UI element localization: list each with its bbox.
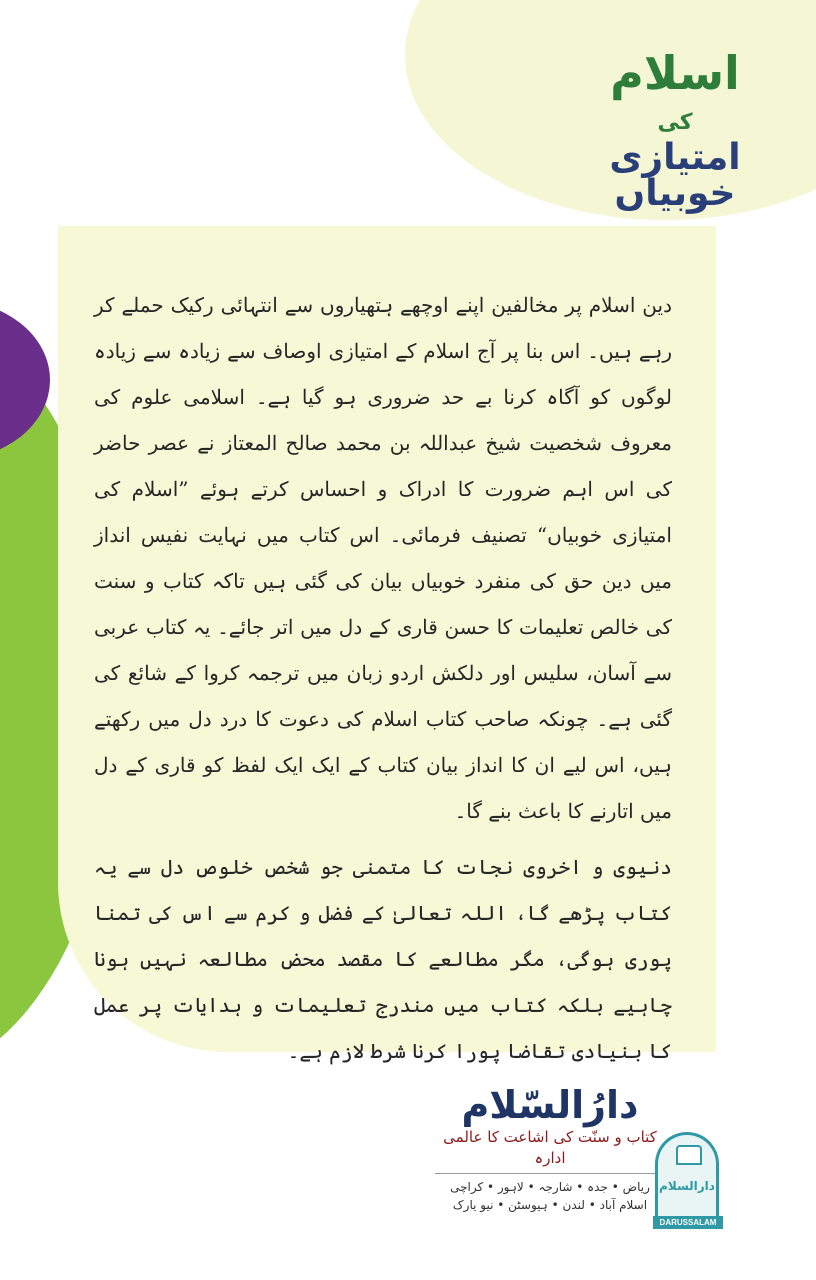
publisher-cities-line-1: ریاض • جدہ • شارجہ • لاہور • کراچی	[450, 1179, 650, 1194]
book-title-subtitle: امتیازی خوبیاں	[609, 137, 741, 214]
publisher-cities-line-2: اسلام آباد • لندن • ہیوسٹن • نیو یارک	[452, 1197, 648, 1212]
description-paragraph-1: دین اسلام پر مخالفین اپنے اوچھے ہتھیاروں سے انتہائی رکیک حملے کر رہے ہیں۔ اس بنا پر آج اسلام کے امتیازی اوصاف سے زیادہ سے زیادہ لوگوں کو آگاہ کرنا بے حد ضروری ہو گیا ہے۔ اسلامی علوم کی معروف شخصیت شیخ عبداللہ بن محمد صالح المعتاز نے عصر حاضر کی اس اہم ضرورت کا ادراک و احساس کرتے ہوئے ”اسلام کی امتیازی خوبیاں“ تصنیف فرمائی۔ اس کتاب میں نہایت نفیس انداز میں دین حق کی منفرد خوبیاں بیان کی گئی ہیں تاکہ کتاب و سنت کی خالص تعلیمات کا حسن قاری کے دل میں اتر جائے۔ یہ کتاب عربی سے آسان، سلیس اور دلکش اردو زبان میں ترجمہ کروا کے شائع کی گئی ہے۔ چونکہ صاحب کتاب اسلام کی دعوت کا درد دل میں رکھتے ہیں، اس لیے ان کا انداز بیان کتاب کے ایک ایک لفظ کو قاری کے دل میں اتارنے کا باعث بنے گا۔	[94, 293, 672, 823]
logo-urdu-text: دارالسلام	[659, 1179, 715, 1193]
book-title-connector: کی	[657, 110, 693, 135]
open-book-icon	[676, 1145, 702, 1165]
description-paragraph-2: دنیوی و اخروی نجات کا متمنی جو شخص خلوص دل سے یہ کتاب پڑھے گا، اللہ تعالیٰ کے فضل و کرم سے اس کی تمنا پوری ہوگی، مگر مطالعے کا مقصد محض مطالعہ نہیں ہونا چاہیے بلکہ کتاب میں مندرج تعلیمات و ہدایات پر عمل کا بنیادی تقاضا پورا کرنا شرط لازم ہے۔	[94, 855, 672, 1063]
publisher-tagline: کتاب و سنّت کی اشاعت کا عالمی ادارہ	[435, 1127, 665, 1174]
book-title-main: اسلام	[610, 46, 740, 100]
description-panel	[58, 226, 716, 1063]
logo-latin-text: DARUSSALAM	[653, 1216, 723, 1229]
darussalam-logo-icon	[655, 1132, 719, 1218]
publisher-block	[435, 1085, 665, 1214]
publisher-name: دارُالسّلام	[461, 1083, 639, 1127]
